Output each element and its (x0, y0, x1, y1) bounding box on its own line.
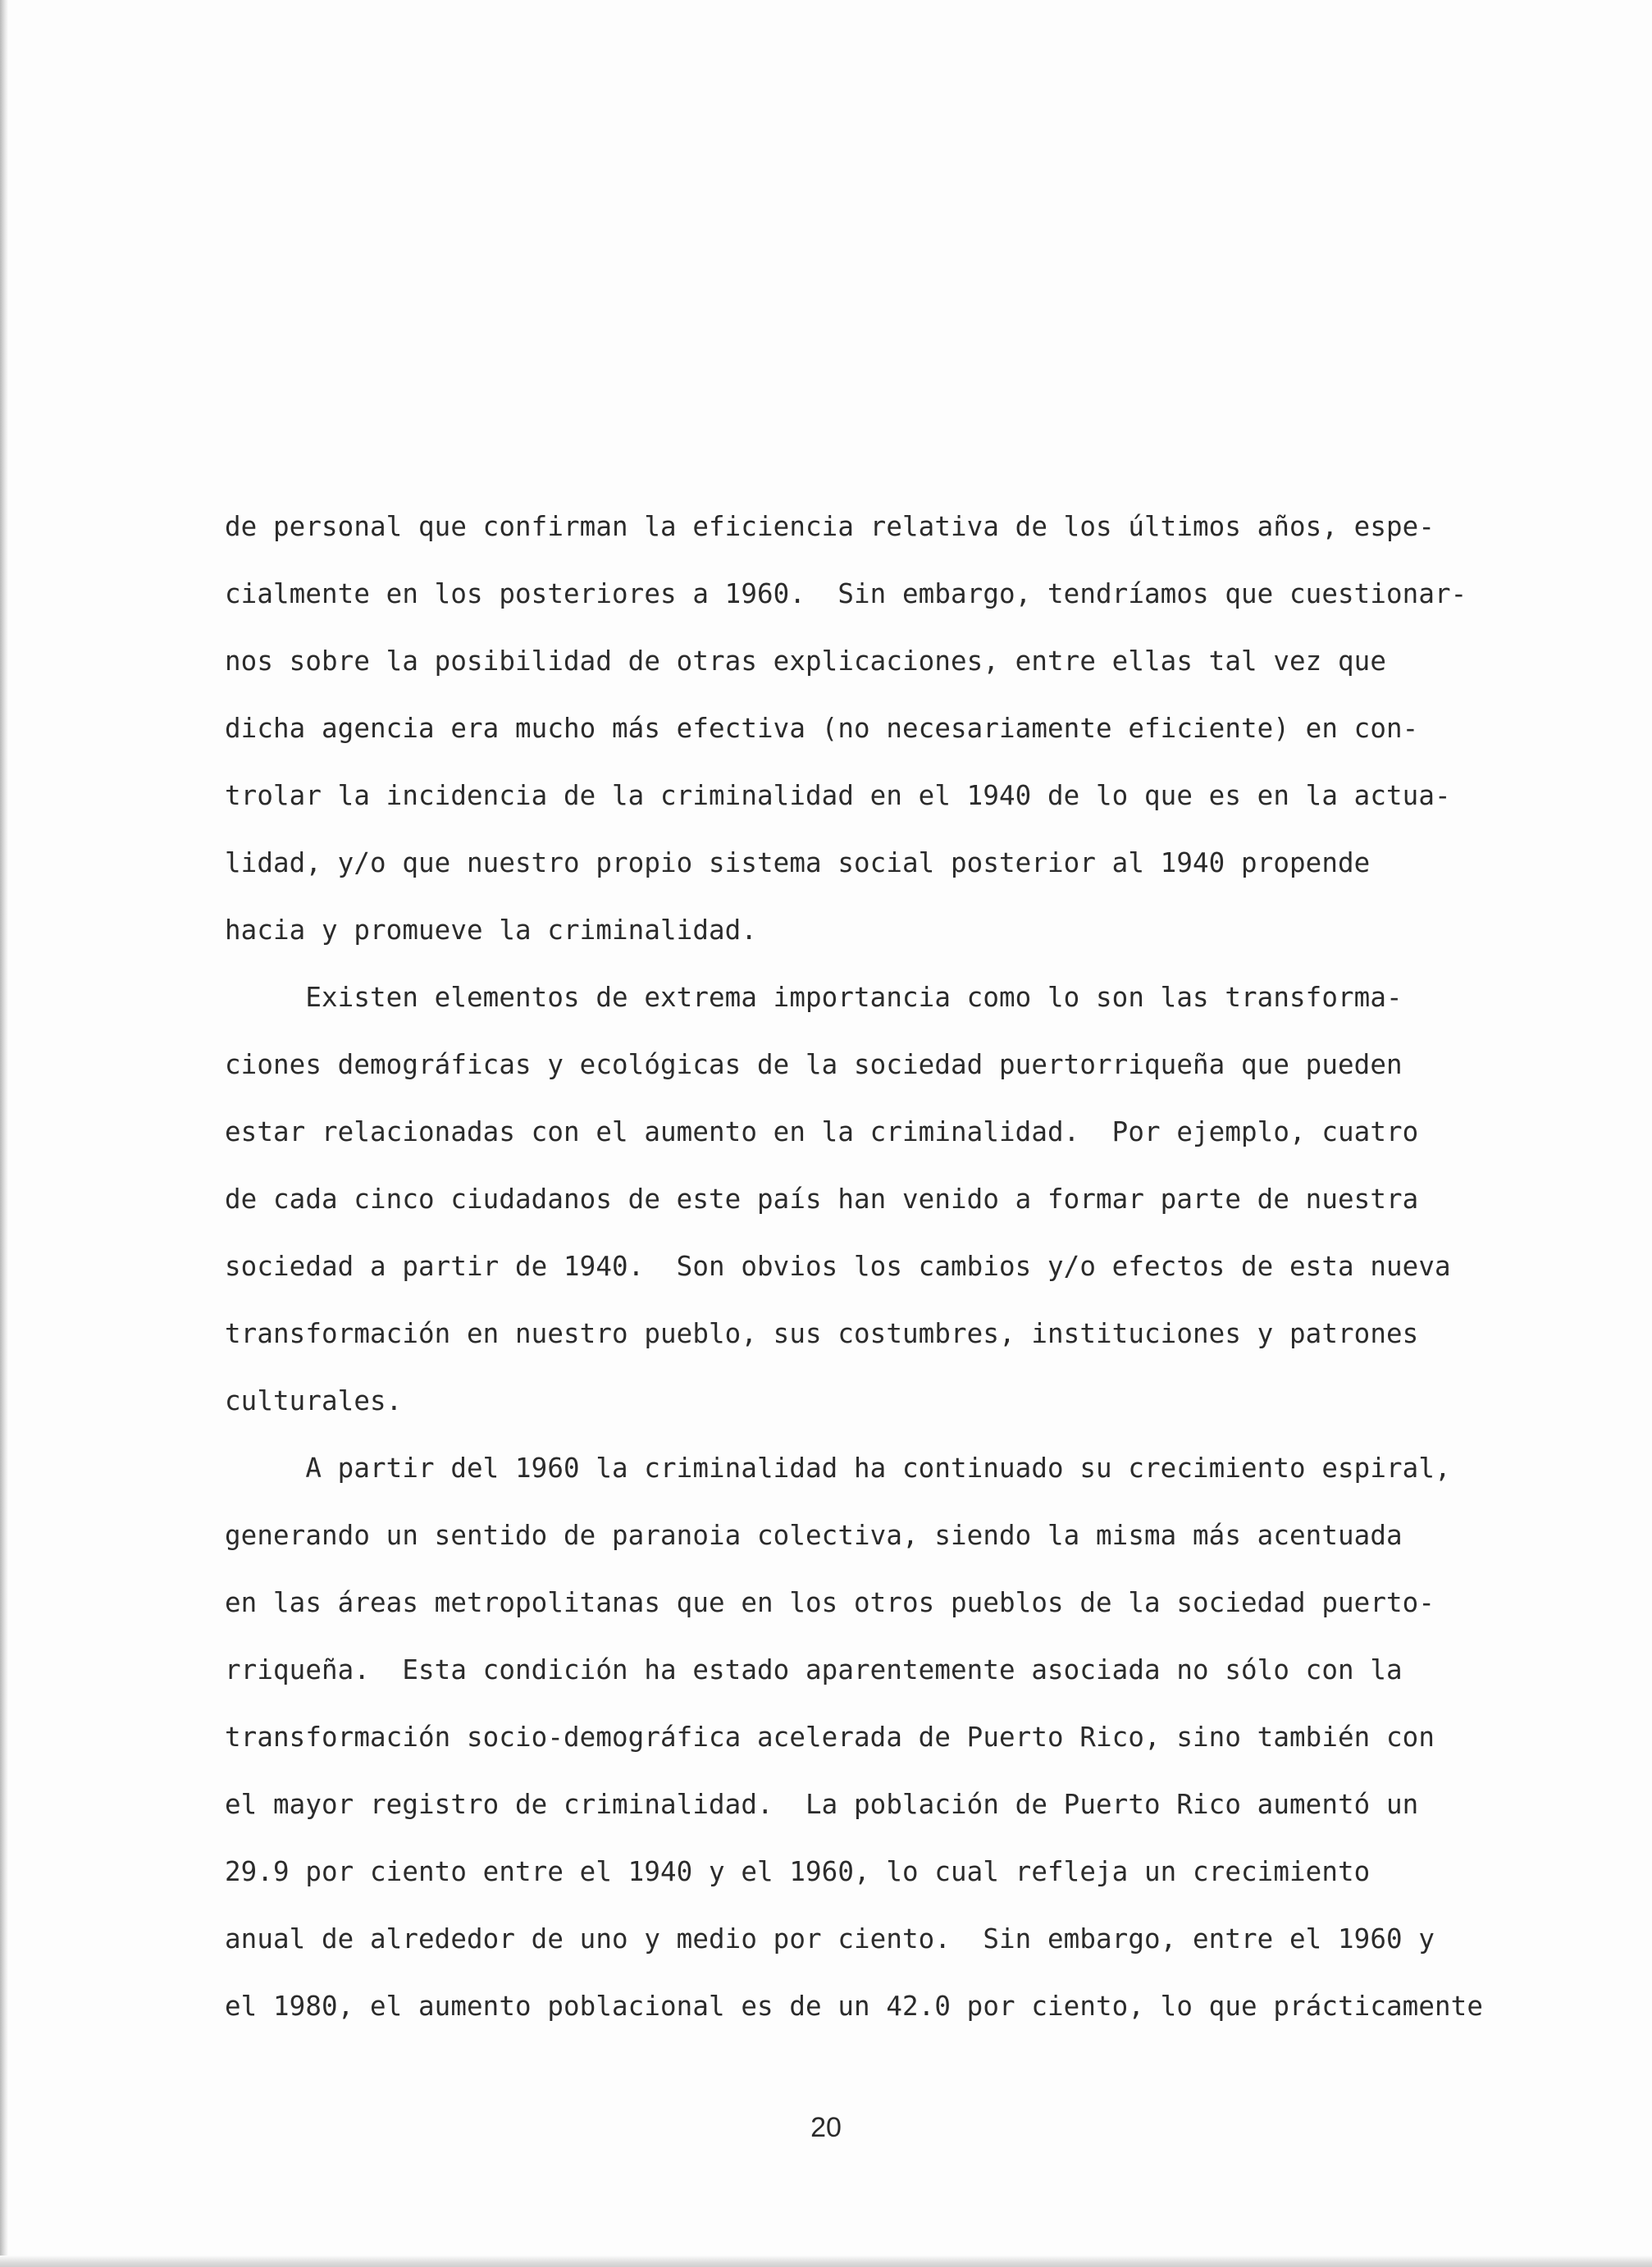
text-line: 29.9 por ciento entre el 1940 y el 1960, lo cual refleja un crecimiento (225, 1856, 1371, 1887)
text-line: lidad, y/o que nuestro propio sistema social posterior al 1940 propende (225, 847, 1371, 878)
text-line: Existen elementos de extrema importancia como lo son las transforma- (225, 982, 1403, 1013)
text-line: generando un sentido de paranoia colectiva, siendo la misma más acentuada (225, 1520, 1403, 1551)
text-line: cialmente en los posteriores a 1960. Sin embargo, tendríamos que cuestionar- (225, 578, 1467, 609)
text-line: rriqueña. Esta condición ha estado aparentemente asociada no sólo con la (225, 1654, 1403, 1685)
scan-left-edge (0, 0, 8, 2267)
text-line: anual de alrededor de uno y medio por ciento. Sin embargo, entre el 1960 y (225, 1923, 1435, 1955)
text-line: el 1980, el aumento poblacional es de un 42.0 por ciento, lo que prácticamente (225, 1991, 1483, 2022)
text-line: nos sobre la posibilidad de otras explicaciones, entre ellas tal vez que (225, 645, 1386, 677)
body-text (225, 504, 1529, 2050)
text-line: culturales. (225, 1385, 403, 1416)
text-line: estar relacionadas con el aumento en la criminalidad. Por ejemplo, cuatro (225, 1116, 1419, 1147)
scan-bottom-edge (0, 2256, 1652, 2267)
text-line: ciones demográficas y ecológicas de la sociedad puertorriqueña que pueden (225, 1049, 1403, 1080)
text-line: A partir del 1960 la criminalidad ha continuado su crecimiento espiral, (225, 1453, 1451, 1484)
text-line: trolar la incidencia de la criminalidad en el 1940 de lo que es en la actua- (225, 780, 1451, 811)
text-line: sociedad a partir de 1940. Son obvios los cambios y/o efectos de esta nueva (225, 1251, 1451, 1282)
text-line: hacia y promueve la criminalidad. (225, 915, 757, 946)
text-line: dicha agencia era mucho más efectiva (no necesariamente eficiente) en con- (225, 713, 1419, 744)
text-line: el mayor registro de criminalidad. La población de Puerto Rico aumentó un (225, 1789, 1419, 1820)
text-line: transformación en nuestro pueblo, sus costumbres, instituciones y patrones (225, 1318, 1419, 1349)
text-line: transformación socio-demográfica acelerada de Puerto Rico, sino también con (225, 1722, 1435, 1753)
page-number: 20 (810, 2112, 842, 2143)
text-line: en las áreas metropolitanas que en los otros pueblos de la sociedad puerto- (225, 1587, 1435, 1618)
text-line: de cada cinco ciudadanos de este país han venido a formar parte de nuestra (225, 1184, 1419, 1215)
text-line: de personal que confirman la eficiencia relativa de los últimos años, espe- (225, 511, 1435, 542)
